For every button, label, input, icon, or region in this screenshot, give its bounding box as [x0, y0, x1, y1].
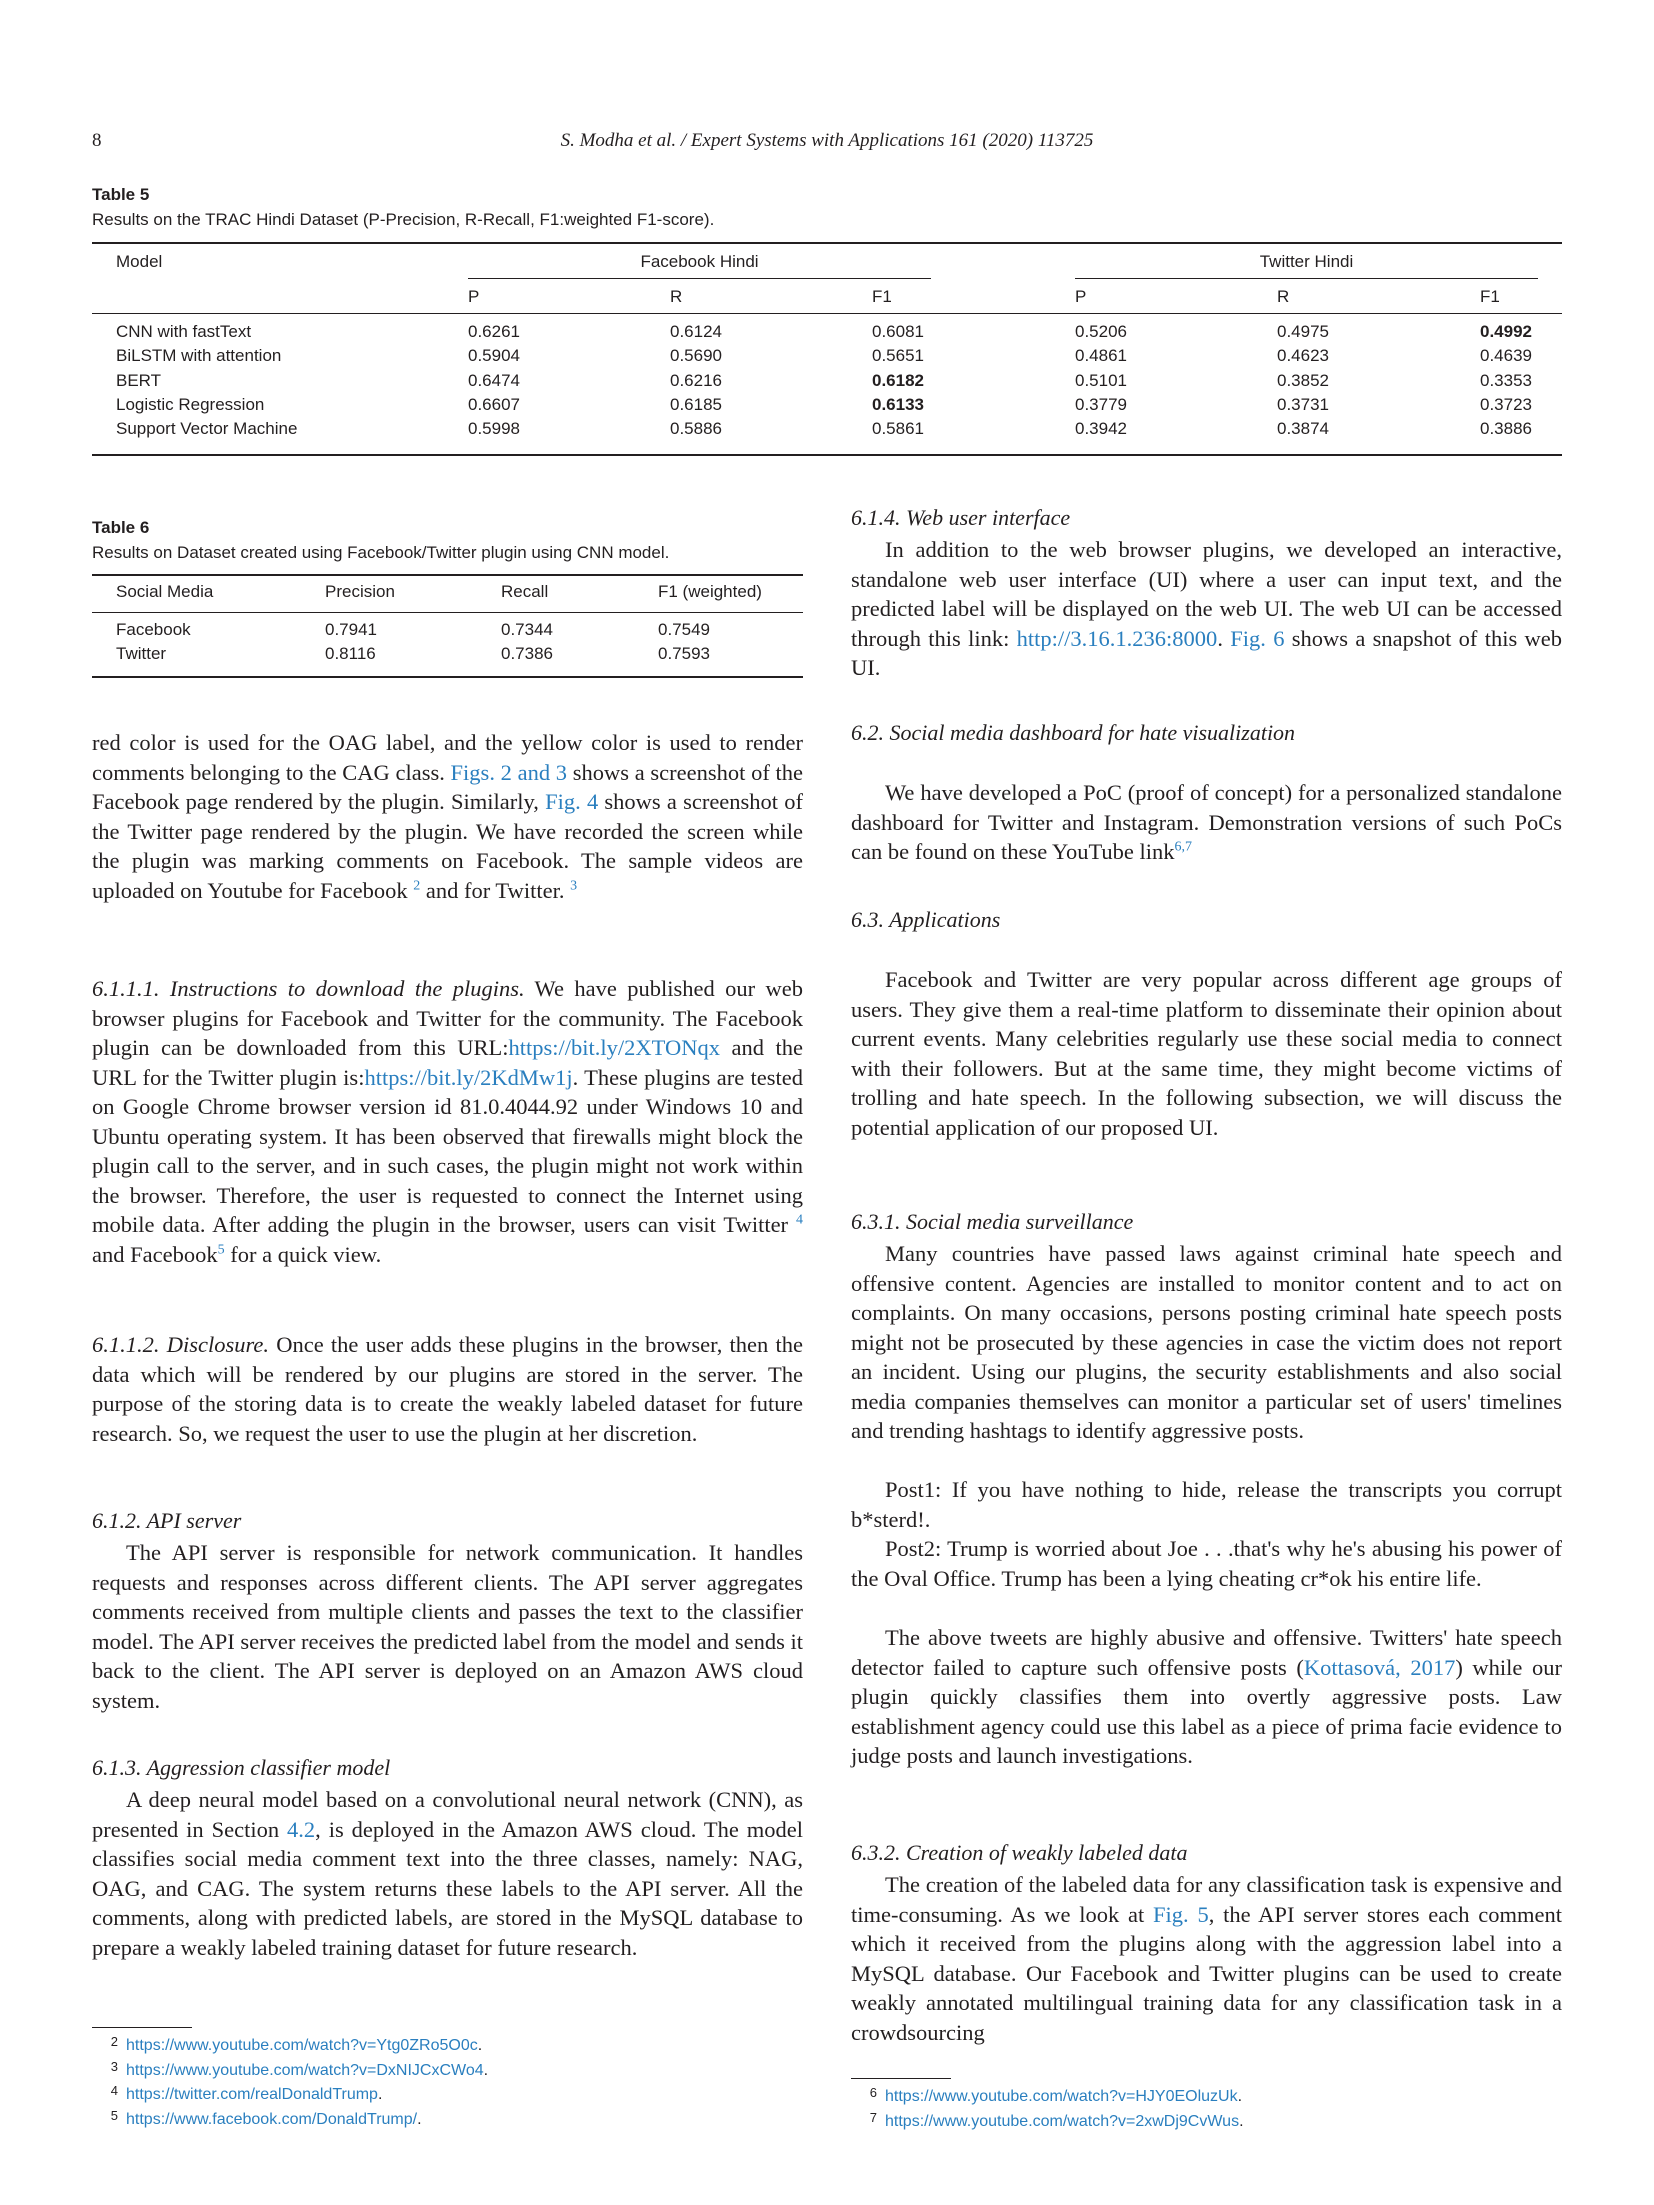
table5-caption: Results on the TRAC Hindi Dataset (P-Precision, R-Recall, F1:weighted F1-score).	[92, 210, 715, 229]
section-62-heading: 6.2. Social media dashboard for hate visualization	[851, 720, 1296, 745]
table5-value-cell: 0.3942	[1075, 419, 1127, 439]
fig-5-link[interactable]: Fig. 5	[1153, 1901, 1209, 1927]
section-6112: 6.1.1.2. Disclosure. Once the user adds these plugins in the browser, then the data which will be rendered by our plugins are stored in the server. The purpose of the storing data is to create the weakly labeled dataset for future research. So, we request the user to use the plugin at her discretion.	[92, 1332, 803, 1446]
section-631-heading: 6.3.1. Social media surveillance	[851, 1209, 1134, 1234]
section-631-post1: Post1: If you have nothing to hide, release the transcripts you corrupt b*sterd!.	[851, 1477, 1562, 1532]
footnote-tail: .	[1237, 2088, 1243, 2105]
section-6112-heading: 6.1.1.2. Disclosure.	[92, 1332, 270, 1357]
table5-value-cell: 0.6185	[670, 394, 722, 414]
section-614-text: In addition to the web browser plugins, we developed an interactive, standalone web user interface (UI) where a user can input text, and the predicted label will be displayed on the web UI. The web UI can be accessed through this link: http://3.16.1.236:8000. Fig. 6 shows a snapshot of this web UI.	[851, 537, 1563, 680]
table6-header-cell: Precision	[325, 582, 395, 601]
section-632-heading: 6.3.2. Creation of weakly labeled data	[851, 1840, 1188, 1865]
section-631-post2: Post2: Trump is worried about Joe . . .that's why he's abusing his power of the Oval Office. Trump has been a lying cheating cr*ok his entire life.	[851, 1536, 1562, 1591]
table5-value-cell: 0.5101	[1075, 370, 1127, 390]
footnote-ref-3[interactable]: 3	[570, 878, 578, 893]
table6-cell: 0.7593	[658, 644, 710, 663]
table6-cell: 0.7386	[501, 644, 553, 663]
table5-value-cell: 0.4861	[1075, 346, 1127, 366]
section-4-2-link[interactable]: 4.2	[287, 1816, 316, 1842]
table5-value-cell: 0.3731	[1277, 394, 1329, 414]
table5-value-cell: 0.6182	[872, 370, 924, 390]
table5-value-cell: 0.6081	[872, 322, 924, 341]
footnote-7	[855, 2110, 1244, 2131]
figs-2-3-link[interactable]: Figs. 2 and 3	[450, 759, 568, 785]
section-6111: 6.1.1.1. Instructions to download the plugins. We have published our web browser plugins for Facebook and Twitter for the community. The Facebook plugin can be downloaded from this URL:https://bit.ly/2XTONqx and the URL for the Twitter plugin is:https://bit.ly/2KdMw1j. These plugins are tested on Google Chrome browser version id 81.0.4044.92 under Windows 10 and Ubuntu operating system. It has been observed that firewalls might block the plugin call to the server, and in such cases, the plugin might not work within the browser. Therefore, the user is requested to connect the Internet using mobile data. After adding the plugin in the browser, users can visit Twitter $^4$ and Facebook$^5$ for a quick view.	[92, 976, 803, 1267]
table5-value-cell: 0.4639	[1480, 346, 1532, 366]
table6-header-cell: Recall	[501, 582, 549, 601]
section-613-heading: 6.1.3. Aggression classifier model	[92, 1755, 391, 1780]
table5-value-cell: 0.3886	[1480, 419, 1532, 439]
footnote-ref-6-7[interactable]: 6,7	[1174, 839, 1193, 855]
section-62-text: We have developed a PoC (proof of concept) for a personalized standalone dashboard for Twitter and Instagram. Demonstration versions of such PoCs can be found on these YouTube link$^{6,7}$	[851, 780, 1562, 864]
section-612-text: The API server is responsible for network communication. It handles requests and responses across different clients. The API server aggregates comments received from multiple clients and passes the text to the classifier model. The API server receives the predicted label from the model and sends it back to the client. The API server is deployed on an Amazon AWS cloud system.	[92, 1540, 803, 1713]
section-613-text: A deep neural model based on a convolutional neural network (CNN), as presented in Section 4.2, is deployed in the Amazon AWS cloud. The model classifies social media comment text into the three classes, namely: NAG, OAG, and CAG. The system returns these labels to the API server. All the comments, along with predicted labels, are stored in the MySQL database to prepare a weakly labeled training dataset for future research.	[92, 1787, 804, 1960]
table5-label: Table 5	[92, 185, 150, 204]
section-631-p1: Many countries have passed laws against criminal hate speech and offensive content. Agencies are installed to monitor content and to act on complaints. On many occasions, persons posting criminal hate speech posts might not be prosecuted by these agencies in case the victim does not report an incident. Using our plugins, the security establishments and also social media companies themselves can monitor a particular set of users' timelines and trending hashtags to identify aggressive posts.	[851, 1241, 1562, 1443]
footnote-url-link[interactable]: https://www.facebook.com/DonaldTrump/	[126, 2110, 418, 2128]
section-631-p4: The above tweets are highly abusive and offensive. Twitters' hate speech detector failed to capture such offensive posts (Kottasová, 2017) while our plugin quickly classifies them into overtly aggressive posts. Law establishment agency could use this label as a piece of prima facie evidence to judge posts and launch investigations.	[851, 1625, 1562, 1768]
footnote-url-link[interactable]: https://twitter.com/realDonaldTrump	[126, 2086, 378, 2103]
table6-header-cell: Social Media	[116, 582, 214, 601]
footnote-2	[96, 2034, 482, 2055]
table5-model-cell: BERT	[116, 370, 162, 390]
table5-value-cell: 0.6216	[670, 370, 722, 390]
table5-mid-rule	[92, 313, 1562, 314]
table5-model-header: Model	[116, 252, 163, 271]
table5-value-cell: 0.4992	[1480, 322, 1532, 341]
footnote-5	[96, 2108, 422, 2129]
table5-value-cell: 0.5998	[468, 419, 520, 439]
table5-value-cell: 0.6607	[468, 394, 520, 414]
footnote-tail: .	[417, 2110, 422, 2128]
table5-value-cell: 0.3874	[1277, 419, 1329, 439]
table6-cell: 0.8116	[325, 644, 376, 663]
table5-model-cell: Logistic Regression	[116, 394, 265, 414]
table5-top-rule	[92, 242, 1562, 244]
table5-value-cell: 0.5651	[872, 346, 924, 366]
table5-value-cell: 0.3353	[1480, 370, 1532, 390]
table6-cell: 0.7941	[325, 620, 377, 639]
table6-label: Table 6	[92, 518, 150, 537]
footnote-6	[855, 2085, 1242, 2106]
footnote-number: 5	[110, 2107, 118, 2123]
section-63-text: Facebook and Twitter are very popular across different age groups of users. They give them a real-time platform to disseminate their opinion about current events. Many celebrities regularly use these social media to connect with their followers. But at the same time, they might become victims of trolling and hate speech. In the following subsection, we will discuss the potential application of our proposed UI.	[851, 967, 1562, 1140]
footnote-ref-5[interactable]: 5	[217, 1242, 225, 1257]
table5-subheader: F1	[872, 287, 892, 306]
table5-group-twitter: Twitter Hindi	[1259, 252, 1354, 271]
footnote-number: 6	[869, 2085, 877, 2100]
footnote-number: 7	[869, 2109, 877, 2125]
footnote-tail: .	[377, 2086, 383, 2103]
table5-value-cell: 0.6261	[468, 322, 520, 341]
table5-value-cell: 0.5886	[670, 419, 722, 439]
footnote-4	[96, 2083, 382, 2104]
table5-subheader: P	[1075, 287, 1087, 306]
footnote-url-link[interactable]: https://www.youtube.com/watch?v=DxNIJCxCWo4	[126, 2061, 484, 2079]
right-footnote-rule	[851, 2078, 951, 2079]
web-ui-link[interactable]: http://3.16.1.236:8000	[1016, 625, 1218, 651]
table6-mid-rule	[92, 612, 803, 613]
footnote-tail: .	[477, 2037, 483, 2054]
section-612-heading: 6.1.2. API server	[92, 1508, 242, 1533]
table5-subheader: R	[670, 287, 683, 306]
footnote-url-link[interactable]: https://www.youtube.com/watch?v=Ytg0ZRo5O0c	[126, 2037, 478, 2054]
table5-group-rule-1	[468, 278, 931, 279]
footnote-url-link[interactable]: https://www.youtube.com/watch?v=HJY0EOluzUk	[885, 2088, 1238, 2105]
fig-6-link[interactable]: Fig. 6	[1230, 625, 1285, 651]
table5-subheader: R	[1277, 287, 1290, 306]
table5-model-cell: BiLSTM with attention	[116, 346, 282, 366]
footnote-ref-2[interactable]: 2	[413, 878, 421, 893]
table6-cell: 0.7549	[658, 620, 710, 639]
table6-cell: 0.7344	[501, 620, 553, 639]
table5-group-facebook: Facebook Hindi	[640, 252, 759, 271]
table5-value-cell: 0.3779	[1075, 394, 1127, 414]
section-6111-heading: 6.1.1.1. Instructions to download the plugins.	[92, 976, 525, 1001]
table6-cell: Facebook	[116, 620, 191, 639]
left-footnote-rule	[92, 2027, 192, 2028]
table5-model-cell: CNN with fastText	[116, 322, 252, 341]
table5-value-cell: 0.5861	[872, 419, 924, 439]
table5-value-cell: 0.6133	[872, 394, 924, 414]
footnote-number: 3	[110, 2058, 118, 2074]
footnote-url-link[interactable]: https://www.youtube.com/watch?v=2xwDj9CvWus	[885, 2112, 1240, 2130]
table5-value-cell: 0.5904	[468, 346, 520, 366]
footnote-tail: .	[483, 2061, 489, 2079]
fig-4-link[interactable]: Fig. 4	[545, 789, 599, 814]
table5-subheader: F1	[1480, 287, 1500, 306]
table5-bottom-rule	[92, 454, 1562, 456]
table5-group-rule-2	[1075, 278, 1538, 279]
table5-value-cell: 0.6124	[670, 322, 722, 341]
table5-value-cell: 0.3723	[1480, 394, 1532, 414]
footnote-tail: .	[1239, 2112, 1244, 2130]
section-614-heading: 6.1.4. Web user interface	[851, 505, 1071, 530]
section-632-text: The creation of the labeled data for any classification task is expensive and time-consuming. As we look at Fig. 5, the API server stores each comment which it received from the plugins along with the aggression label into a MySQL database. Our Facebook and Twitter plugins can be used to create weakly annotated multilingual training data for any classification task in a crowdsourcing	[851, 1872, 1562, 2045]
table6-bottom-rule	[92, 676, 803, 678]
table5-value-cell: 0.5690	[670, 346, 722, 366]
left-para-figures: red color is used for the OAG label, and the yellow color is used to render comments belonging to the CAG class. Figs. 2 and 3 shows a screenshot of the Facebook page rendered by the plugin. Similarly, Fig. 4 shows a screenshot of the Twitter page rendered by the plugin. We have recorded the screen while the plugin was marking comments on Facebook. The sample videos are uploaded on Youtube for Facebook $^2$ and for Twitter. $^3$	[92, 730, 804, 903]
footnote-3	[96, 2059, 488, 2080]
table5-model-cell: Support Vector Machine	[116, 419, 298, 439]
page-number: 8	[92, 130, 102, 151]
table6-cell: Twitter	[116, 644, 167, 663]
footnote-ref-4[interactable]: 4	[796, 1212, 803, 1228]
table6-caption: Results on Dataset created using Facebook/Twitter plugin using CNN model.	[92, 543, 670, 562]
table6-top-rule	[92, 574, 803, 576]
footnote-number: 4	[110, 2083, 118, 2098]
footnote-number: 2	[110, 2034, 118, 2049]
table6-header-cell: F1 (weighted)	[658, 582, 762, 601]
table5-value-cell: 0.5206	[1075, 322, 1127, 341]
section-63-heading: 6.3. Applications	[851, 907, 1001, 932]
table5-subheader: P	[468, 287, 480, 306]
table5-value-cell: 0.4623	[1277, 346, 1329, 366]
kottasova-citation-link[interactable]: Kottasová, 2017	[1303, 1654, 1456, 1680]
table5-value-cell: 0.4975	[1277, 322, 1329, 341]
table5-value-cell: 0.6474	[468, 370, 520, 390]
facebook-plugin-link[interactable]: https://bit.ly/2XTONqx	[508, 1035, 720, 1060]
running-header: S. Modha et al. / Expert Systems with Applications 161 (2020) 113725	[560, 130, 1094, 151]
table5-value-cell: 0.3852	[1277, 370, 1329, 390]
twitter-plugin-link[interactable]: https://bit.ly/2KdMw1j	[364, 1064, 573, 1090]
